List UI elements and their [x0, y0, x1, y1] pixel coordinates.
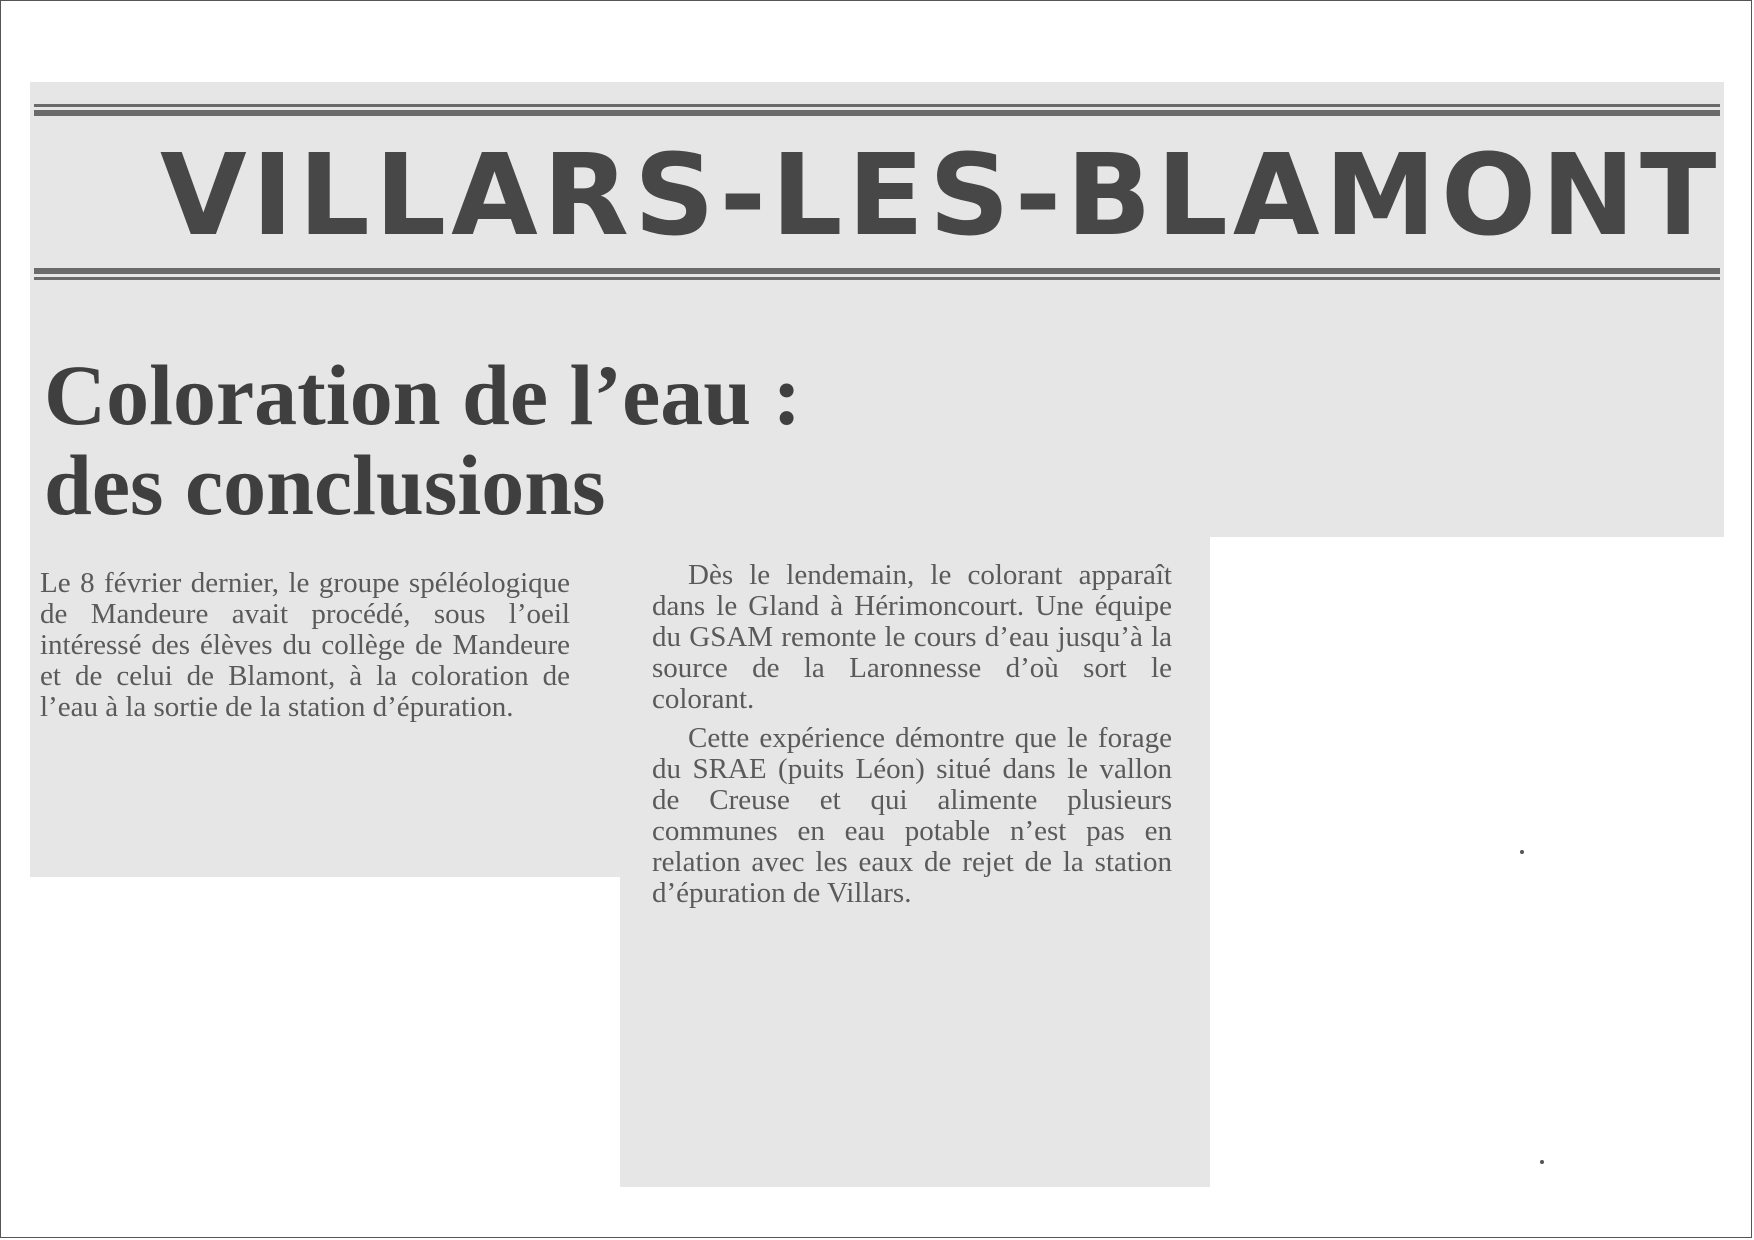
article-paragraph: Le 8 février dernier, le groupe spéléologique de Mandeure avait procédé, sous l’oeil intéressé des élèves du collège de Mandeure et de celui de Blamont, à la coloration de l’eau à la sortie de la station d’épuration. — [40, 567, 570, 723]
scan-speck — [1540, 1160, 1544, 1164]
masthead-rule-top-thin — [34, 104, 1720, 107]
masthead-rule-bottom-thin — [34, 277, 1720, 280]
masthead-rule-bottom-thick — [34, 268, 1720, 274]
article-paragraph: Cette expérience démontre que le forage du SRAE (puits Léon) situé dans le vallon de Creuse et qui alimente plusieurs communes en eau potable n’est pas en relation avec les eaux de rejet de la station d’épuration de Villars. — [652, 722, 1172, 909]
article-column-2 — [652, 560, 1172, 909]
masthead-title: VILLARS-LES-BLAMONT — [160, 131, 1722, 261]
scan-speck — [1520, 850, 1524, 854]
headline-line-2: des conclusions — [44, 437, 606, 533]
masthead-rule-top-thick — [34, 110, 1720, 116]
article-headline — [44, 347, 944, 533]
article-column-1 — [40, 568, 570, 723]
headline-line-1: Coloration de l’eau : — [44, 347, 802, 443]
article-paragraph: Dès le lendemain, le colorant apparaît dans le Gland à Hérimoncourt. Une équipe du GSAM remonte le cours d’eau jusqu’à la source de la Laronnesse d’où sort le colorant. — [652, 559, 1172, 715]
